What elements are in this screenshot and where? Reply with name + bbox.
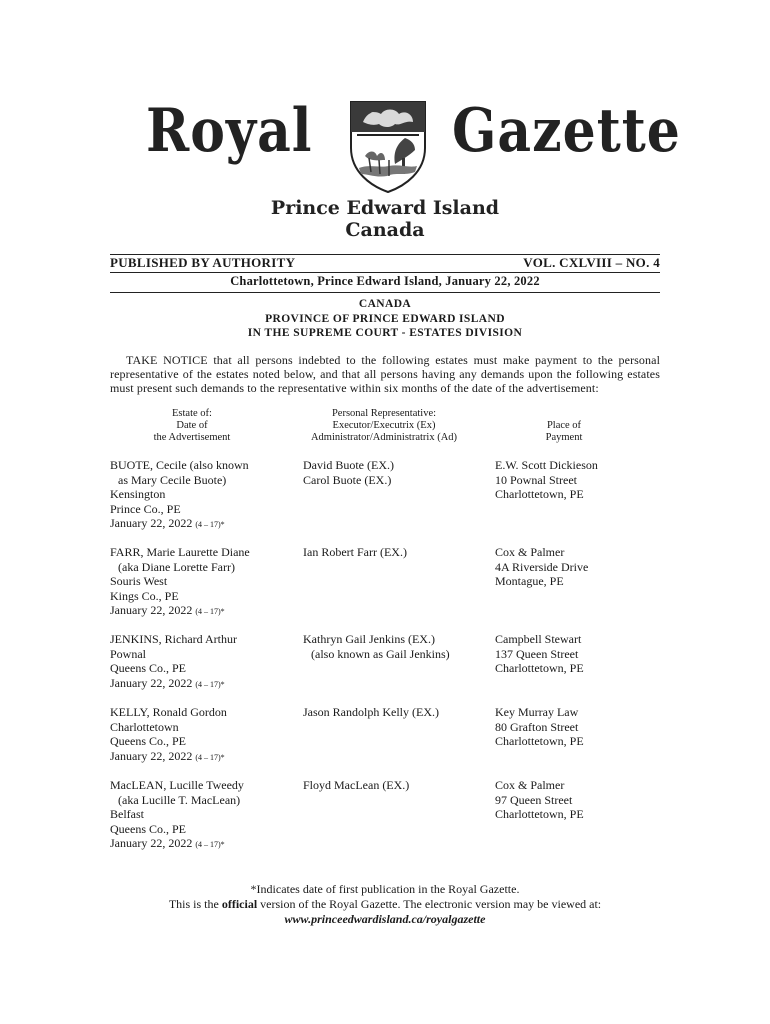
estate-cell xyxy=(110,705,290,765)
coat-of-arms-icon xyxy=(345,98,431,194)
masthead-title-left: Royal xyxy=(146,96,313,167)
column-header-representative xyxy=(296,408,472,444)
advertisement-date xyxy=(110,676,290,693)
estate-line: Queens Co., PE xyxy=(110,661,186,675)
date-text: January 22, 2022 xyxy=(110,836,193,850)
footer xyxy=(0,882,770,927)
estate-cell xyxy=(110,458,290,533)
court-heading xyxy=(0,297,770,341)
official-note-post: version of the Royal Gazette. The electronic version may be viewed at: xyxy=(257,897,602,911)
representative-cell xyxy=(303,545,483,560)
payment-line: Cox & Palmer xyxy=(495,545,565,559)
representative-cell xyxy=(303,705,483,720)
representative-line: David Buote (EX.) xyxy=(303,458,394,472)
column-header-line: Payment xyxy=(545,432,583,443)
court-heading-line: IN THE SUPREME COURT - ESTATES DIVISION xyxy=(247,327,523,339)
official-note-bold: official xyxy=(221,897,258,911)
estate-line: Belfast xyxy=(110,807,144,821)
date-note: (4 – 17)* xyxy=(195,520,225,529)
notice-paragraph: TAKE NOTICE that all persons indebted to the following estates must make payment to the personal representative of the estates noted below, and that all persons having any demands upon the following estates must present such demands to the representative within six months of the date of the advertisement: xyxy=(110,353,660,395)
payment-cell xyxy=(495,632,665,676)
estate-line: Charlottetown xyxy=(110,719,179,734)
payment-line: 97 Queen Street xyxy=(495,792,573,807)
payment-line: Charlottetown, PE xyxy=(495,807,584,821)
gazette-url-link[interactable]: www.princeedwardisland.ca/royalgazette xyxy=(284,912,486,926)
representative-line: Jason Randolph Kelly (EX.) xyxy=(303,705,439,719)
date-note: (4 – 17)* xyxy=(195,607,225,616)
payment-cell xyxy=(495,705,665,749)
estate-line: BUOTE, Cecile (also known xyxy=(110,458,249,472)
column-header-line: Estate of: xyxy=(172,408,212,419)
date-text: January 22, 2022 xyxy=(110,748,193,763)
date-note: (4 – 17)* xyxy=(195,679,225,689)
representative-line: Kathryn Gail Jenkins (EX.) xyxy=(303,632,435,646)
advertisement-date xyxy=(110,836,290,853)
estate-cell xyxy=(110,632,290,692)
representative-line: (also known as Gail Jenkins) xyxy=(311,646,450,661)
dateline: Charlottetown, Prince Edward Island, January 22, 2022 xyxy=(230,274,540,288)
advertisement-date xyxy=(110,603,290,620)
date-text: January 22, 2022 xyxy=(110,516,193,530)
header-rule-bottom xyxy=(110,292,660,293)
header-rule-middle xyxy=(110,272,660,273)
date-note: (4 – 17)* xyxy=(195,752,225,762)
payment-line: Montague, PE xyxy=(495,574,564,588)
representative-line: Carol Buote (EX.) xyxy=(303,472,392,487)
payment-line: 137 Queen Street xyxy=(495,646,579,661)
payment-line: Campbell Stewart xyxy=(495,632,582,646)
column-header-line: the Advertisement xyxy=(153,432,231,443)
column-header-line: Place of xyxy=(546,420,582,431)
estate-line: Queens Co., PE xyxy=(110,734,186,748)
published-by-authority: PUBLISHED BY AUTHORITY xyxy=(110,255,296,270)
advertisement-date xyxy=(110,516,290,533)
payment-cell xyxy=(495,778,665,822)
representative-cell xyxy=(303,632,483,661)
masthead-subtitle-province: Prince Edward Island xyxy=(270,197,500,219)
column-header-line: Administrator/Administratrix (Ad) xyxy=(310,432,458,443)
footnote: *Indicates date of first publication in the Royal Gazette. xyxy=(250,882,520,896)
payment-line: 80 Grafton Street xyxy=(495,719,579,734)
estate-cell xyxy=(110,778,290,853)
masthead xyxy=(140,88,681,198)
column-header-line: Personal Representative: xyxy=(331,408,437,419)
payment-line: 10 Pownal Street xyxy=(495,472,577,487)
estate-line: (aka Diane Lorette Farr) xyxy=(118,559,235,574)
volume-number: VOL. CXLVIII – NO. 4 xyxy=(523,255,660,270)
masthead-subtitle-country: Canada xyxy=(345,219,425,241)
payment-line: E.W. Scott Dickieson xyxy=(495,458,598,472)
advertisement-date xyxy=(110,749,290,766)
estate-cell xyxy=(110,545,290,620)
representative-cell xyxy=(303,778,483,793)
payment-line: 4A Riverside Drive xyxy=(495,559,589,574)
column-header-payment xyxy=(504,420,624,444)
payment-line: Key Murray Law xyxy=(495,705,579,719)
estate-line: JENKINS, Richard Arthur xyxy=(110,632,237,646)
date-text: January 22, 2022 xyxy=(110,675,193,690)
court-heading-line: PROVINCE OF PRINCE EDWARD ISLAND xyxy=(265,312,505,325)
representative-line: Floyd MacLean (EX.) xyxy=(303,778,410,792)
estate-line: as Mary Cecile Buote) xyxy=(118,472,227,487)
court-heading-line: CANADA xyxy=(358,298,412,310)
estate-line: Kensington xyxy=(110,487,166,501)
representative-cell xyxy=(303,458,483,487)
estate-line: KELLY, Ronald Gordon xyxy=(110,705,227,719)
estate-line: FARR, Marie Laurette Diane xyxy=(110,545,250,559)
payment-line: Charlottetown, PE xyxy=(495,734,584,748)
payment-cell xyxy=(495,458,665,502)
estate-line: MacLEAN, Lucille Tweedy xyxy=(110,778,244,792)
estate-line: Souris West xyxy=(110,574,168,588)
column-header-line: Executor/Executrix (Ex) xyxy=(332,420,436,431)
payment-line: Cox & Palmer xyxy=(495,778,565,792)
estate-line: Kings Co., PE xyxy=(110,588,179,603)
payment-line: Charlottetown, PE xyxy=(495,661,584,675)
column-header-estate xyxy=(130,408,254,444)
date-text: January 22, 2022 xyxy=(110,603,193,617)
official-version-note xyxy=(0,897,770,912)
column-header-line: Date of xyxy=(176,420,208,431)
estate-line: (aka Lucille T. MacLean) xyxy=(118,792,241,807)
representative-line: Ian Robert Farr (EX.) xyxy=(303,545,407,559)
payment-cell xyxy=(495,545,665,589)
estate-line: Prince Co., PE xyxy=(110,501,181,516)
date-note: (4 – 17)* xyxy=(195,840,225,849)
masthead-title-right: Gazette xyxy=(452,96,681,167)
official-note-pre: This is the xyxy=(168,897,222,911)
payment-line: Charlottetown, PE xyxy=(495,487,584,501)
estate-line: Queens Co., PE xyxy=(110,821,186,836)
estate-line: Pownal xyxy=(110,646,146,661)
